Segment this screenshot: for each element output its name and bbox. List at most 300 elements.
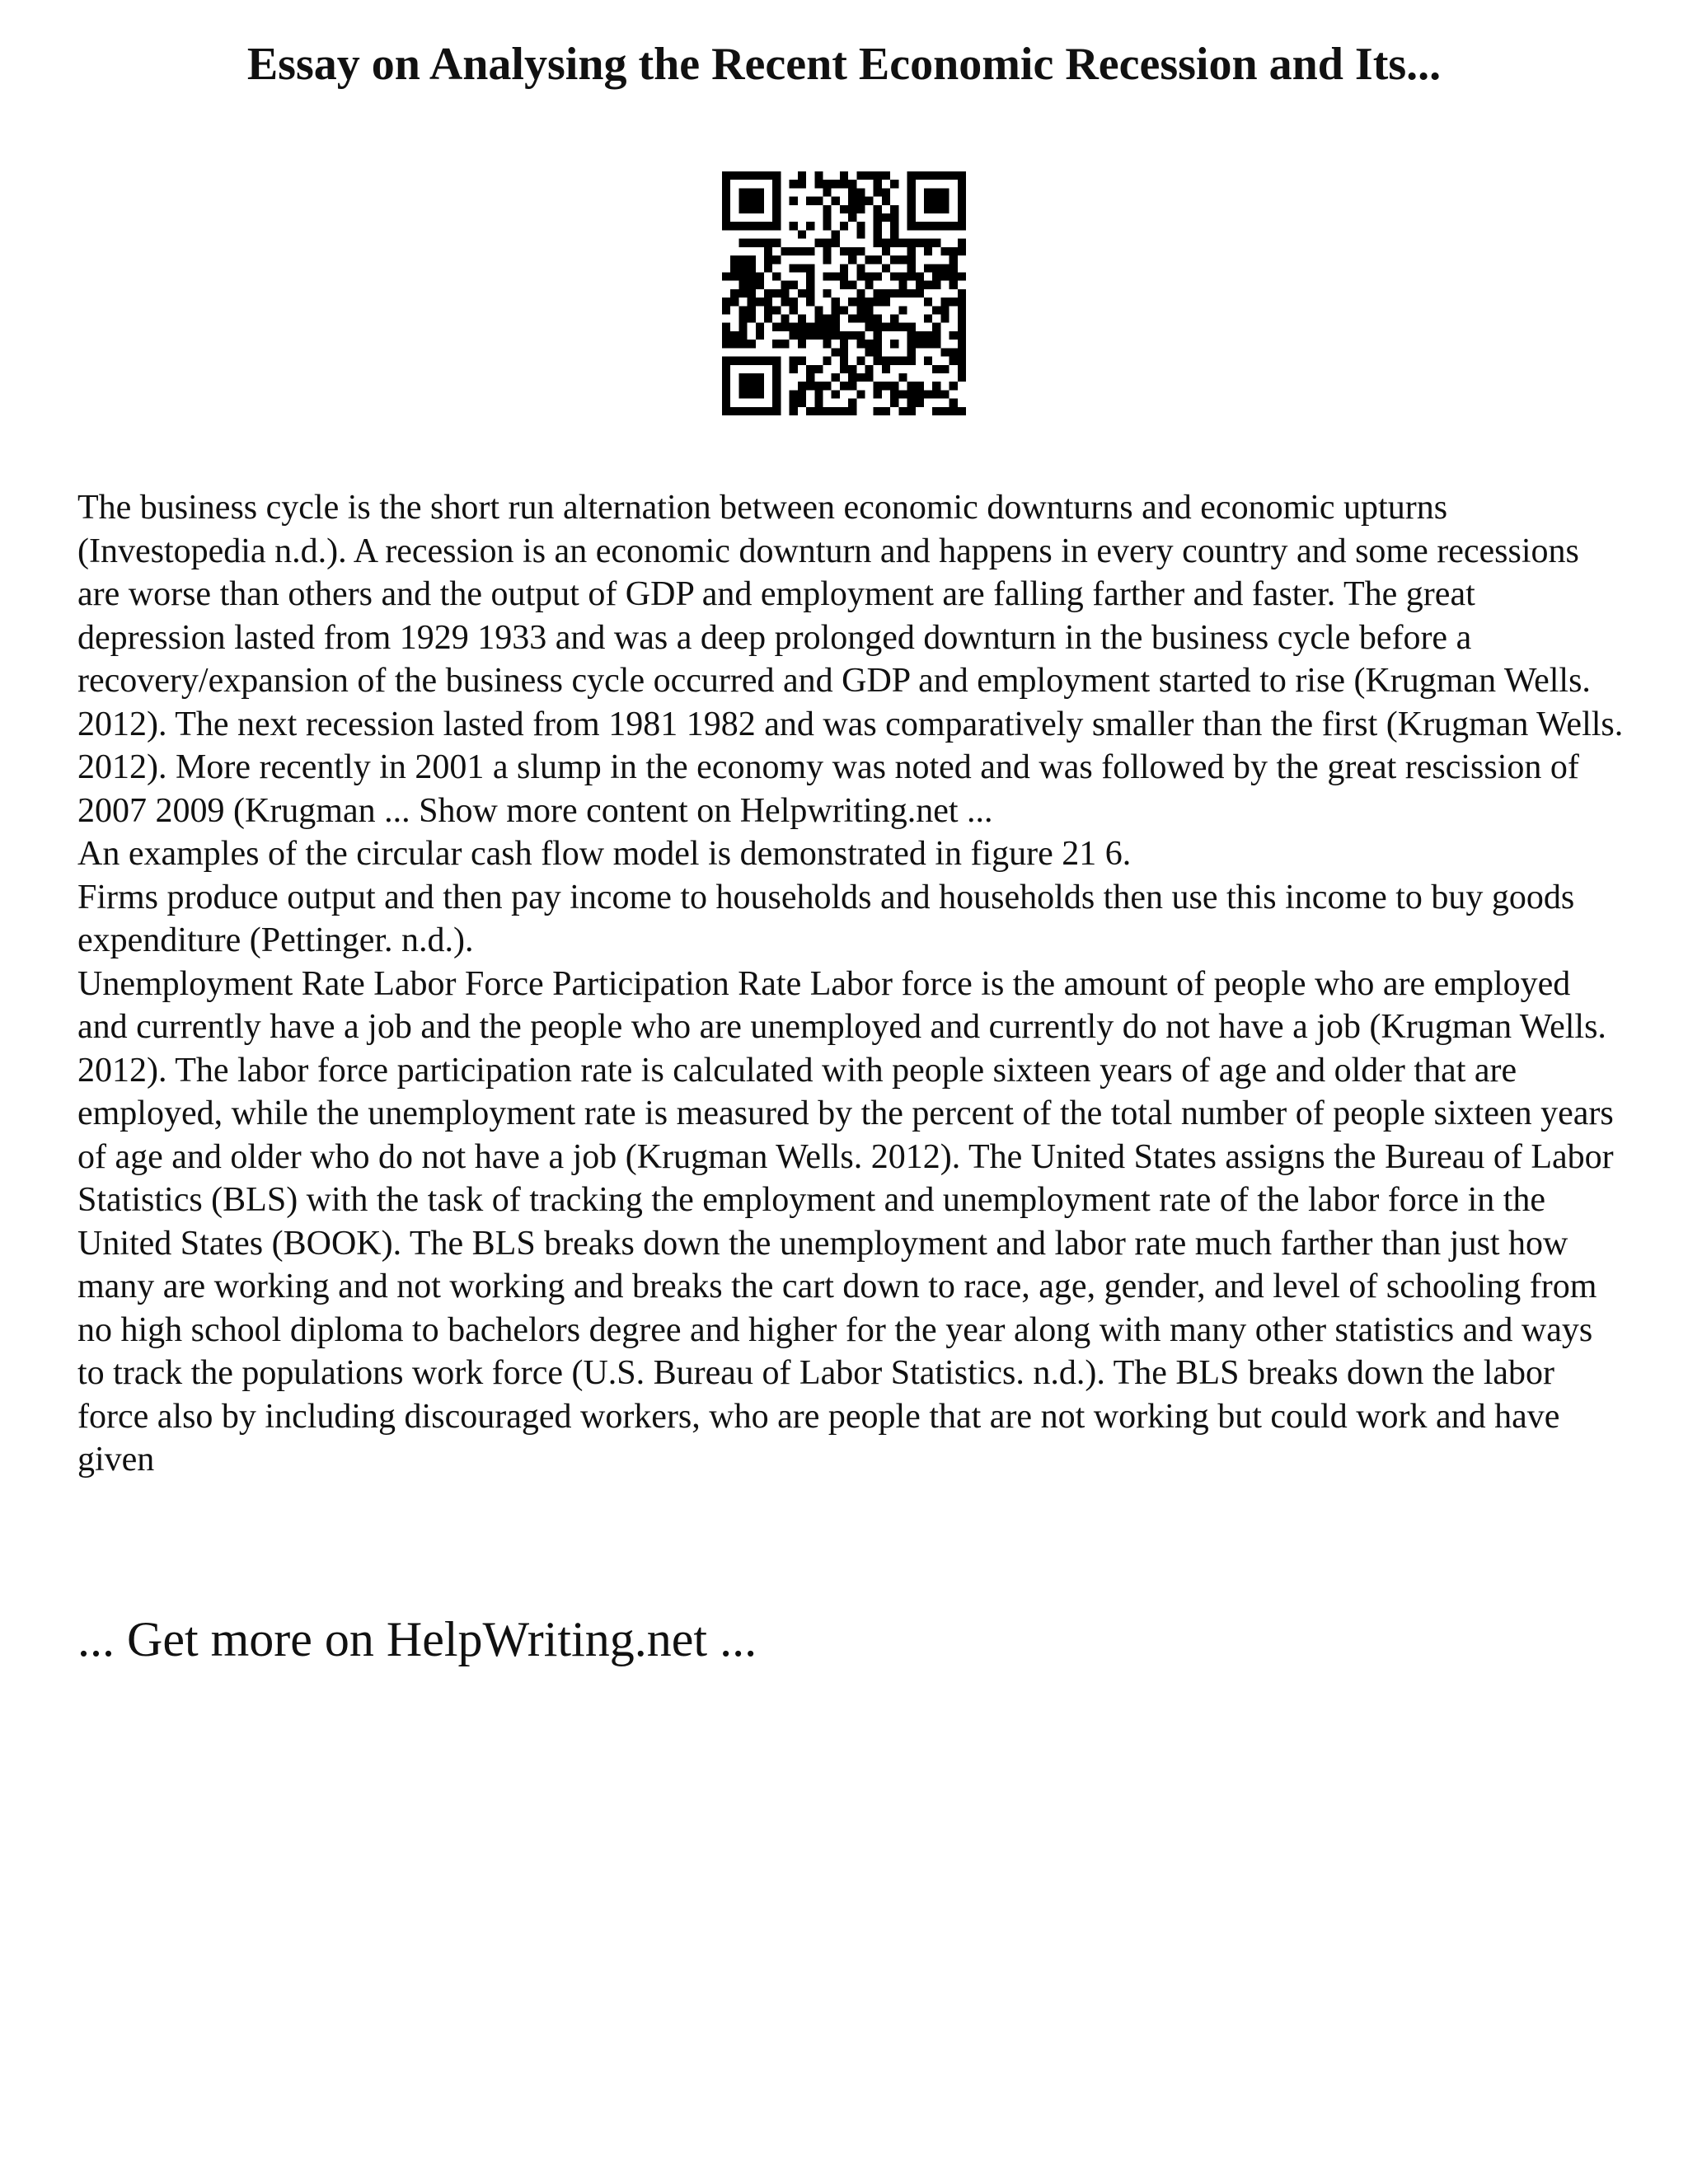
- qr-module: [958, 239, 966, 247]
- qr-module: [806, 382, 814, 390]
- qr-module: [924, 197, 932, 205]
- qr-module: [940, 188, 949, 196]
- qr-module: [738, 340, 747, 348]
- qr-module: [730, 289, 738, 298]
- qr-module: [932, 390, 940, 398]
- qr-module: [781, 323, 789, 331]
- qr-module: [890, 289, 898, 298]
- qr-module: [823, 289, 831, 298]
- qr-module: [814, 239, 823, 247]
- qr-module: [772, 365, 781, 373]
- qr-module: [848, 213, 856, 222]
- qr-module: [756, 281, 764, 289]
- qr-module: [950, 331, 958, 340]
- qr-module: [764, 357, 772, 365]
- qr-module: [856, 230, 865, 238]
- qr-module: [722, 357, 730, 365]
- qr-module: [756, 171, 764, 180]
- qr-module: [772, 255, 781, 264]
- qr-module: [856, 247, 865, 255]
- qr-module: [738, 205, 747, 213]
- qr-module: [738, 382, 747, 390]
- qr-module: [722, 205, 730, 213]
- qr-module: [865, 298, 874, 306]
- qr-module: [764, 407, 772, 415]
- qr-module: [832, 315, 840, 323]
- qr-module: [764, 306, 772, 314]
- qr-module: [738, 281, 747, 289]
- qr-module: [730, 357, 738, 365]
- qr-module: [950, 272, 958, 280]
- qr-module: [907, 340, 916, 348]
- qr-module: [798, 247, 806, 255]
- qr-module: [772, 205, 781, 213]
- qr-module: [764, 171, 772, 180]
- qr-module: [874, 180, 882, 188]
- qr-module: [823, 188, 831, 196]
- qr-module: [748, 390, 756, 398]
- qr-module: [840, 348, 848, 356]
- qr-module: [907, 247, 916, 255]
- qr-module: [856, 298, 865, 306]
- qr-module: [764, 315, 772, 323]
- qr-module: [940, 348, 949, 356]
- qr-module: [924, 315, 932, 323]
- qr-module: [958, 365, 966, 373]
- qr-module: [798, 264, 806, 272]
- qr-module: [772, 399, 781, 407]
- qr-module: [840, 222, 848, 230]
- qr-module: [790, 365, 798, 373]
- qr-module: [856, 340, 865, 348]
- qr-module: [840, 272, 848, 280]
- qr-module: [832, 373, 840, 382]
- qr-module: [832, 197, 840, 205]
- qr-module: [814, 390, 823, 398]
- qr-module: [840, 171, 848, 180]
- qr-module: [748, 373, 756, 382]
- qr-module: [748, 298, 756, 306]
- qr-module: [772, 306, 781, 314]
- qr-module: [764, 255, 772, 264]
- qr-module: [940, 298, 949, 306]
- qr-module: [823, 247, 831, 255]
- qr-module: [806, 197, 814, 205]
- qr-module: [823, 255, 831, 264]
- qr-module: [932, 222, 940, 230]
- qr-module: [790, 281, 798, 289]
- get-more-link[interactable]: ... Get more on HelpWriting.net ...: [77, 1612, 757, 1666]
- qr-module: [840, 180, 848, 188]
- qr-module: [856, 315, 865, 323]
- qr-module: [748, 255, 756, 264]
- qr-module: [874, 239, 882, 247]
- qr-module: [856, 171, 865, 180]
- qr-module: [907, 171, 916, 180]
- qr-module: [848, 205, 856, 213]
- qr-module: [814, 323, 823, 331]
- qr-module: [958, 197, 966, 205]
- qr-module: [874, 272, 882, 280]
- qr-module: [856, 390, 865, 398]
- qr-module: [848, 197, 856, 205]
- qr-module: [772, 289, 781, 298]
- qr-module: [772, 222, 781, 230]
- qr-module: [790, 323, 798, 331]
- qr-module: [865, 365, 874, 373]
- qr-module: [890, 213, 898, 222]
- qr-module: [738, 188, 747, 196]
- qr-module: [790, 247, 798, 255]
- qr-module: [748, 239, 756, 247]
- qr-module: [756, 222, 764, 230]
- qr-module: [840, 306, 848, 314]
- qr-module: [874, 289, 882, 298]
- qr-module: [823, 407, 831, 415]
- qr-module: [722, 272, 730, 280]
- qr-module: [932, 407, 940, 415]
- qr-module: [748, 188, 756, 196]
- qr-module: [958, 331, 966, 340]
- qr-module: [840, 340, 848, 348]
- qr-module: [940, 365, 949, 373]
- qr-module: [898, 306, 907, 314]
- qr-module: [890, 323, 898, 331]
- qr-module: [764, 289, 772, 298]
- qr-module: [874, 323, 882, 331]
- qr-module: [950, 255, 958, 264]
- qr-module: [748, 264, 756, 272]
- qr-module: [898, 323, 907, 331]
- qr-module: [772, 171, 781, 180]
- qr-module: [756, 373, 764, 382]
- qr-module: [882, 247, 890, 255]
- qr-module: [756, 323, 764, 331]
- qr-module: [916, 239, 924, 247]
- qr-module: [772, 272, 781, 280]
- qr-module: [806, 373, 814, 382]
- qr-module: [738, 171, 747, 180]
- qr-module: [848, 373, 856, 382]
- qr-module: [856, 357, 865, 365]
- qr-module: [907, 348, 916, 356]
- qr-module: [772, 188, 781, 196]
- qr-module: [738, 222, 747, 230]
- qr-module: [772, 197, 781, 205]
- qr-module: [730, 264, 738, 272]
- qr-module: [772, 357, 781, 365]
- qr-module: [738, 239, 747, 247]
- qr-module: [730, 331, 738, 340]
- qr-module: [840, 365, 848, 373]
- qr-module: [890, 390, 898, 398]
- qr-module: [940, 247, 949, 255]
- qr-module: [940, 264, 949, 272]
- qr-module: [823, 239, 831, 247]
- qr-module: [772, 407, 781, 415]
- qr-module: [865, 171, 874, 180]
- qr-module: [806, 222, 814, 230]
- qr-module: [738, 357, 747, 365]
- qr-module: [958, 323, 966, 331]
- qr-module: [932, 340, 940, 348]
- qr-module: [814, 171, 823, 180]
- qr-module: [940, 315, 949, 323]
- qr-module: [856, 222, 865, 230]
- qr-module: [832, 230, 840, 238]
- qr-module: [874, 382, 882, 390]
- qr-module: [790, 264, 798, 272]
- qr-module: [856, 289, 865, 298]
- qr-module: [722, 188, 730, 196]
- qr-module: [907, 197, 916, 205]
- qr-module: [832, 180, 840, 188]
- qr-module: [798, 289, 806, 298]
- qr-module: [890, 272, 898, 280]
- qr-module: [840, 407, 848, 415]
- qr-module: [882, 213, 890, 222]
- qr-module: [958, 407, 966, 415]
- qr-module: [840, 264, 848, 272]
- qr-module: [814, 382, 823, 390]
- qr-module: [898, 281, 907, 289]
- qr-module: [890, 180, 898, 188]
- qr-module: [924, 298, 932, 306]
- qr-module: [722, 390, 730, 398]
- qr-module: [748, 289, 756, 298]
- qr-module: [924, 390, 932, 398]
- qr-module: [848, 382, 856, 390]
- qr-module: [907, 382, 916, 390]
- qr-module: [882, 382, 890, 390]
- qr-module: [764, 239, 772, 247]
- qr-module: [764, 264, 772, 272]
- qr-module: [781, 247, 789, 255]
- qr-module: [840, 331, 848, 340]
- qr-module: [940, 171, 949, 180]
- qr-module: [798, 382, 806, 390]
- qr-module: [950, 357, 958, 365]
- qr-module: [865, 348, 874, 356]
- qr-module: [916, 399, 924, 407]
- qr-module: [814, 197, 823, 205]
- qr-module: [814, 331, 823, 340]
- qr-module: [738, 289, 747, 298]
- qr-module: [916, 171, 924, 180]
- qr-module: [722, 298, 730, 306]
- qr-module: [898, 239, 907, 247]
- qr-module: [848, 281, 856, 289]
- qr-module: [924, 357, 932, 365]
- qr-module: [907, 272, 916, 280]
- qr-module: [924, 331, 932, 340]
- qr-module: [832, 407, 840, 415]
- qr-module: [940, 205, 949, 213]
- qr-module: [940, 272, 949, 280]
- qr-module: [950, 298, 958, 306]
- qr-module: [848, 298, 856, 306]
- qr-module: [738, 373, 747, 382]
- qr-module: [874, 205, 882, 213]
- qr-module: [814, 407, 823, 415]
- document-title: Essay on Analysing the Recent Economic Recession and Its...: [246, 39, 1442, 90]
- qr-module: [722, 365, 730, 373]
- qr-module: [882, 298, 890, 306]
- qr-module: [890, 399, 898, 407]
- qr-module: [890, 230, 898, 238]
- qr-module: [916, 272, 924, 280]
- qr-module: [756, 298, 764, 306]
- qr-module: [874, 331, 882, 340]
- qr-module: [748, 205, 756, 213]
- qr-module: [806, 289, 814, 298]
- qr-module: [814, 180, 823, 188]
- qr-module: [890, 205, 898, 213]
- qr-module: [907, 213, 916, 222]
- qr-module: [874, 255, 882, 264]
- qr-module: [874, 171, 882, 180]
- qr-module: [907, 188, 916, 196]
- qr-module: [772, 340, 781, 348]
- qr-module: [738, 315, 747, 323]
- qr-module: [722, 323, 730, 331]
- qr-module: [907, 255, 916, 264]
- qr-module: [916, 340, 924, 348]
- qr-module: [798, 315, 806, 323]
- qr-module: [832, 331, 840, 340]
- qr-module: [756, 407, 764, 415]
- qr-module: [832, 306, 840, 314]
- qr-module: [932, 171, 940, 180]
- qr-module: [890, 239, 898, 247]
- qr-module: [856, 331, 865, 340]
- qr-module: [798, 171, 806, 180]
- qr-module: [932, 281, 940, 289]
- qr-module: [722, 373, 730, 382]
- qr-module: [898, 390, 907, 398]
- paragraph-intro: The business cycle is the short run alternation between economic downturns and economic upturns (Investopedia n.d.). A recession is an economic downturn and happens in every country and some recessions are worse than others and the output of GDP and employment are falling farther and faster. The great depression lasted from 1929 1933 and was a deep prolonged downturn in the business cycle before a recovery/expansion of the business cycle occurred and GDP and employment started to rise (Krugman Wells. 2012). The next recession lasted from 1981 1982 and was comparatively smaller than the first (Krugman Wells. 2012). More recently in 2001 a slump in the economy was noted and was followed by the great rescission of 2007 2009 (Krugman ... Show more content on Helpwriting.net ...: [77, 489, 1624, 830]
- qr-module: [840, 382, 848, 390]
- qr-module: [932, 365, 940, 373]
- qr-module: [798, 340, 806, 348]
- qr-module: [738, 407, 747, 415]
- qr-module: [772, 323, 781, 331]
- qr-module: [958, 348, 966, 356]
- qr-code-icon: [722, 171, 966, 415]
- qr-module: [882, 171, 890, 180]
- qr-module: [907, 331, 916, 340]
- qr-module: [772, 382, 781, 390]
- qr-module: [840, 357, 848, 365]
- qr-module: [730, 272, 738, 280]
- qr-module: [874, 340, 882, 348]
- qr-module: [856, 264, 865, 272]
- qr-module: [823, 205, 831, 213]
- qr-module: [748, 281, 756, 289]
- qr-module: [781, 315, 789, 323]
- qr-module: [890, 255, 898, 264]
- qr-module: [882, 289, 890, 298]
- qr-module: [790, 298, 798, 306]
- qr-module: [907, 407, 916, 415]
- qr-module: [832, 390, 840, 398]
- qr-module: [882, 365, 890, 373]
- qr-module: [958, 213, 966, 222]
- qr-module: [898, 289, 907, 298]
- qr-module: [823, 213, 831, 222]
- qr-module: [848, 331, 856, 340]
- qr-module: [907, 323, 916, 331]
- qr-module: [932, 188, 940, 196]
- qr-module: [916, 390, 924, 398]
- qr-module: [772, 239, 781, 247]
- qr-module: [806, 247, 814, 255]
- qr-module: [874, 298, 882, 306]
- qr-module: [814, 306, 823, 314]
- qr-module: [848, 247, 856, 255]
- qr-module: [730, 407, 738, 415]
- qr-module: [924, 239, 932, 247]
- qr-module: [916, 281, 924, 289]
- qr-module: [772, 180, 781, 188]
- qr-module: [865, 340, 874, 348]
- qr-module: [790, 197, 798, 205]
- qr-module: [722, 213, 730, 222]
- qr-module: [924, 188, 932, 196]
- qr-module: [790, 180, 798, 188]
- qr-module: [730, 222, 738, 230]
- qr-module: [722, 331, 730, 340]
- qr-module: [790, 222, 798, 230]
- qr-module: [814, 399, 823, 407]
- qr-module: [756, 382, 764, 390]
- qr-module: [840, 281, 848, 289]
- qr-module: [856, 373, 865, 382]
- qr-module: [874, 390, 882, 398]
- qr-module: [856, 197, 865, 205]
- qr-module: [823, 222, 831, 230]
- qr-module: [738, 272, 747, 280]
- paragraph-firms-households: Firms produce output and then pay income to households and households then use this income to buy goods expenditure (Pettinger. n.d.).: [77, 878, 1575, 959]
- qr-module: [890, 222, 898, 230]
- qr-module: [764, 247, 772, 255]
- qr-module: [806, 264, 814, 272]
- qr-module: [722, 180, 730, 188]
- qr-module: [865, 272, 874, 280]
- qr-module: [806, 272, 814, 280]
- qr-module: [932, 197, 940, 205]
- qr-module: [950, 407, 958, 415]
- qr-module: [865, 373, 874, 382]
- qr-module: [848, 407, 856, 415]
- qr-module: [950, 247, 958, 255]
- qr-module: [932, 382, 940, 390]
- qr-module: [738, 197, 747, 205]
- qr-module: [907, 222, 916, 230]
- qr-module: [722, 382, 730, 390]
- qr-module: [814, 315, 823, 323]
- qr-module: [932, 205, 940, 213]
- qr-module: [748, 272, 756, 280]
- qr-module: [865, 306, 874, 314]
- qr-module: [924, 171, 932, 180]
- qr-module: [748, 382, 756, 390]
- qr-module: [722, 222, 730, 230]
- qr-module: [764, 222, 772, 230]
- qr-module: [772, 213, 781, 222]
- qr-module: [806, 323, 814, 331]
- qr-module: [932, 272, 940, 280]
